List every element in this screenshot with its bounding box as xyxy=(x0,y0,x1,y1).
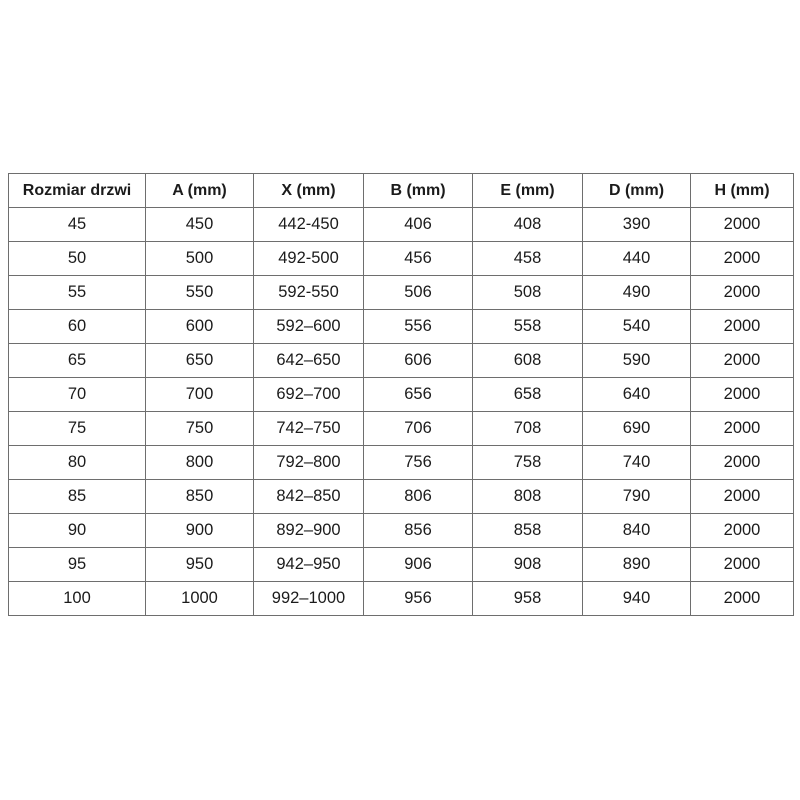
table-cell: 458 xyxy=(473,242,583,276)
table-cell: 65 xyxy=(9,344,146,378)
table-cell: 75 xyxy=(9,412,146,446)
table-cell: 640 xyxy=(583,378,691,412)
table-cell: 906 xyxy=(364,548,473,582)
table-cell: 756 xyxy=(364,446,473,480)
table-cell: 390 xyxy=(583,208,691,242)
table-cell: 940 xyxy=(583,582,691,616)
table-cell: 600 xyxy=(146,310,254,344)
table-cell: 2000 xyxy=(691,344,794,378)
table-cell: 506 xyxy=(364,276,473,310)
table-cell: 700 xyxy=(146,378,254,412)
table-cell: 2000 xyxy=(691,514,794,548)
table-cell: 2000 xyxy=(691,208,794,242)
table-cell: 608 xyxy=(473,344,583,378)
header-cell-rozmiar-drzwi: Rozmiar drzwi xyxy=(9,174,146,208)
door-size-table-container xyxy=(8,173,793,616)
table-cell: 95 xyxy=(9,548,146,582)
table-row xyxy=(9,514,794,548)
table-cell: 592-550 xyxy=(254,276,364,310)
table-cell: 540 xyxy=(583,310,691,344)
table-cell: 858 xyxy=(473,514,583,548)
table-cell: 606 xyxy=(364,344,473,378)
table-cell: 790 xyxy=(583,480,691,514)
table-cell: 406 xyxy=(364,208,473,242)
table-cell: 808 xyxy=(473,480,583,514)
table-cell: 892–900 xyxy=(254,514,364,548)
table-cell: 742–750 xyxy=(254,412,364,446)
table-cell: 60 xyxy=(9,310,146,344)
header-row xyxy=(9,174,794,208)
table-cell: 45 xyxy=(9,208,146,242)
table-cell: 642–650 xyxy=(254,344,364,378)
header-cell-h-mm: H (mm) xyxy=(691,174,794,208)
header-cell-e-mm: E (mm) xyxy=(473,174,583,208)
header-cell-a-mm: A (mm) xyxy=(146,174,254,208)
header-cell-x-mm: X (mm) xyxy=(254,174,364,208)
table-cell: 508 xyxy=(473,276,583,310)
table-cell: 2000 xyxy=(691,480,794,514)
table-cell: 708 xyxy=(473,412,583,446)
door-size-table xyxy=(8,173,794,616)
table-row xyxy=(9,378,794,412)
table-cell: 958 xyxy=(473,582,583,616)
table-cell: 490 xyxy=(583,276,691,310)
table-cell: 592–600 xyxy=(254,310,364,344)
table-cell: 456 xyxy=(364,242,473,276)
table-cell: 800 xyxy=(146,446,254,480)
table-cell: 50 xyxy=(9,242,146,276)
table-row xyxy=(9,548,794,582)
table-cell: 590 xyxy=(583,344,691,378)
table-cell: 740 xyxy=(583,446,691,480)
table-cell: 408 xyxy=(473,208,583,242)
table-cell: 690 xyxy=(583,412,691,446)
table-cell: 792–800 xyxy=(254,446,364,480)
table-cell: 85 xyxy=(9,480,146,514)
table-cell: 806 xyxy=(364,480,473,514)
table-cell: 2000 xyxy=(691,582,794,616)
table-cell: 450 xyxy=(146,208,254,242)
table-row xyxy=(9,276,794,310)
table-cell: 942–950 xyxy=(254,548,364,582)
table-cell: 2000 xyxy=(691,276,794,310)
table-cell: 856 xyxy=(364,514,473,548)
table-cell: 850 xyxy=(146,480,254,514)
table-cell: 500 xyxy=(146,242,254,276)
table-cell: 550 xyxy=(146,276,254,310)
table-cell: 2000 xyxy=(691,378,794,412)
table-cell: 2000 xyxy=(691,548,794,582)
table-row xyxy=(9,344,794,378)
table-cell: 558 xyxy=(473,310,583,344)
table-cell: 908 xyxy=(473,548,583,582)
table-cell: 80 xyxy=(9,446,146,480)
table-cell: 758 xyxy=(473,446,583,480)
table-row xyxy=(9,208,794,242)
table-cell: 556 xyxy=(364,310,473,344)
table-row xyxy=(9,242,794,276)
table-cell: 90 xyxy=(9,514,146,548)
table-cell: 658 xyxy=(473,378,583,412)
header-cell-d-mm: D (mm) xyxy=(583,174,691,208)
table-cell: 70 xyxy=(9,378,146,412)
header-cell-b-mm: B (mm) xyxy=(364,174,473,208)
table-row xyxy=(9,412,794,446)
table-cell: 1000 xyxy=(146,582,254,616)
table-cell: 100 xyxy=(9,582,146,616)
table-cell: 2000 xyxy=(691,412,794,446)
table-cell: 890 xyxy=(583,548,691,582)
table-cell: 442-450 xyxy=(254,208,364,242)
table-header xyxy=(9,174,794,208)
table-cell: 956 xyxy=(364,582,473,616)
table-cell: 692–700 xyxy=(254,378,364,412)
table-cell: 950 xyxy=(146,548,254,582)
table-cell: 55 xyxy=(9,276,146,310)
table-cell: 992–1000 xyxy=(254,582,364,616)
table-cell: 2000 xyxy=(691,242,794,276)
table-row xyxy=(9,310,794,344)
table-cell: 650 xyxy=(146,344,254,378)
table-cell: 492-500 xyxy=(254,242,364,276)
table-row xyxy=(9,582,794,616)
table-body xyxy=(9,208,794,616)
table-cell: 2000 xyxy=(691,446,794,480)
table-cell: 750 xyxy=(146,412,254,446)
table-cell: 900 xyxy=(146,514,254,548)
table-cell: 2000 xyxy=(691,310,794,344)
table-row xyxy=(9,480,794,514)
table-cell: 840 xyxy=(583,514,691,548)
table-cell: 656 xyxy=(364,378,473,412)
table-cell: 842–850 xyxy=(254,480,364,514)
table-cell: 440 xyxy=(583,242,691,276)
table-cell: 706 xyxy=(364,412,473,446)
table-row xyxy=(9,446,794,480)
